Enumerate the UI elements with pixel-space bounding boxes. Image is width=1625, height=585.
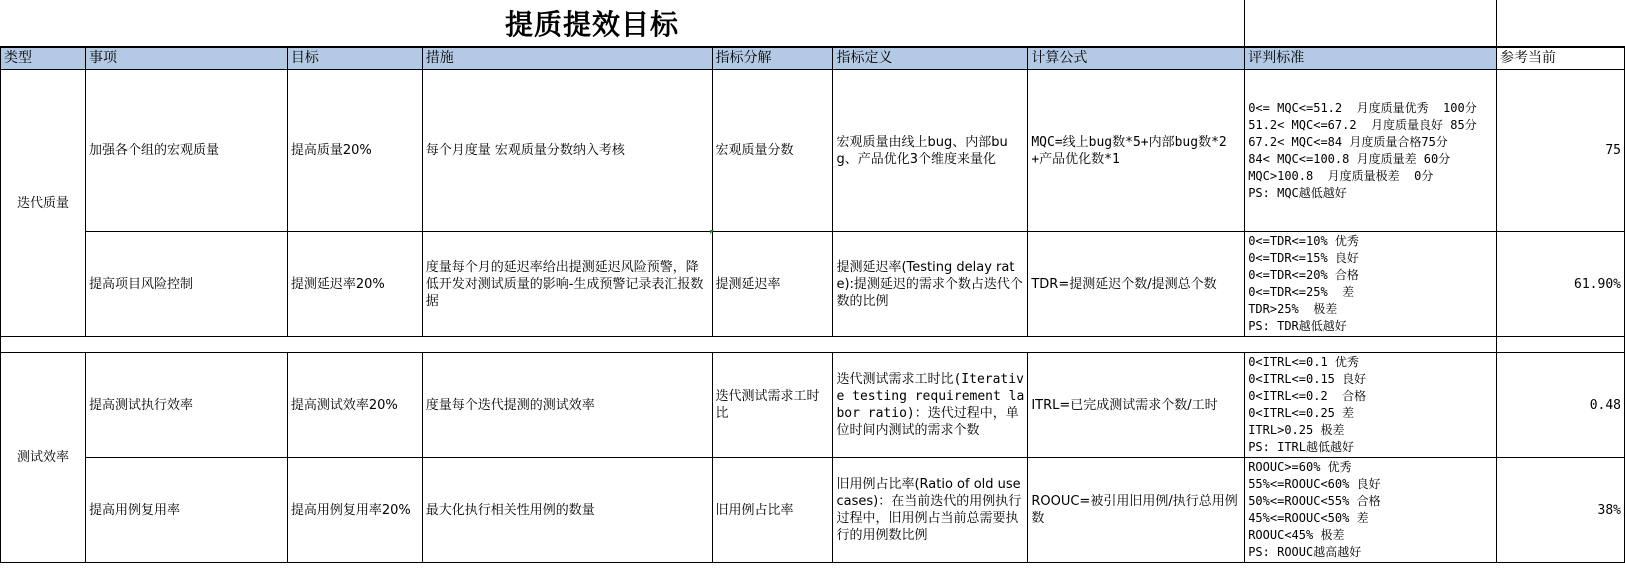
definition-cell[interactable]: 迭代测试需求工时比(Iterative testing requirement labor ratio)：迭代过程中，单位时间内测试的需求个数: [833, 353, 1028, 458]
header-goal[interactable]: 目标: [287, 48, 422, 70]
criteria-line: PS: ROOUC越高越好: [1248, 545, 1362, 559]
criteria-line: ITRL>0.25 极差: [1248, 423, 1345, 437]
criteria-cell[interactable]: [1245, 353, 1497, 458]
criteria-line: 0<=TDR<=20% 合格: [1248, 268, 1359, 282]
item-cell[interactable]: 提高测试执行效率: [85, 353, 287, 458]
criteria-line: 0<ITRL<=0.25 差: [1248, 406, 1355, 420]
type-cell[interactable]: 测试效率: [1, 353, 86, 563]
title-row: [0, 0, 1625, 47]
header-item[interactable]: 事项: [85, 48, 287, 70]
header-reference[interactable]: 参考当前: [1497, 48, 1625, 70]
criteria-line: 0<ITRL<=0.1 优秀: [1248, 355, 1359, 369]
header-measure[interactable]: 措施: [422, 48, 712, 70]
measure-cell[interactable]: 最大化执行相关性用例的数量: [422, 458, 712, 563]
criteria-line: 45%<=ROOUC<50% 差: [1248, 511, 1369, 525]
formula-cell[interactable]: ITRL=已完成测试需求个数/工时: [1028, 353, 1245, 458]
criteria-line: 55%<=ROOUC<60% 良好: [1248, 477, 1381, 491]
title-cell[interactable]: [0, 0, 1245, 47]
header-definition[interactable]: 指标定义: [833, 48, 1028, 70]
measure-cell[interactable]: 每个月度量 宏观质量分数纳入考核: [422, 70, 712, 232]
definition-cell[interactable]: 旧用例占比率(Ratio of old use cases)：在当前迭代的用例执行过程中，旧用例占当前总需要执行的用例数比例: [833, 458, 1028, 563]
criteria-cell[interactable]: [1245, 232, 1497, 337]
type-cell[interactable]: 迭代质量: [1, 70, 86, 337]
goal-cell[interactable]: 提高用例复用率20%: [287, 458, 422, 563]
reference-cell[interactable]: 61.90%: [1497, 232, 1625, 337]
formula-cell[interactable]: MQC=线上bug数*5+内部bug数*2+产品优化数*1: [1028, 70, 1245, 232]
empty-cell[interactable]: [1497, 0, 1625, 47]
criteria-line: PS: MQC越低越好: [1248, 185, 1347, 200]
header-formula[interactable]: 计算公式: [1028, 48, 1245, 70]
criteria-line: 0<= MQC<=51.2 月度质量优秀 100分: [1248, 100, 1477, 115]
criteria-line: ROOUC<45% 极差: [1248, 528, 1345, 542]
item-cell[interactable]: 提高用例复用率: [85, 458, 287, 563]
criteria-line: 51.2< MQC<=67.2 月度质量良好 85分: [1248, 117, 1477, 132]
measure-cell[interactable]: 度量每个迭代提测的测试效率: [422, 353, 712, 458]
criteria-line: PS: ITRL越低越好: [1248, 440, 1355, 454]
table-row: [1, 232, 1625, 337]
table-row: [1, 458, 1625, 563]
criteria-line: 0<=TDR<=10% 优秀: [1248, 234, 1359, 248]
goal-cell[interactable]: 提高测试效率20%: [287, 353, 422, 458]
indicator-cell[interactable]: 旧用例占比率: [712, 458, 833, 563]
header-indicator[interactable]: 指标分解: [712, 48, 833, 70]
criteria-line: 0<=TDR<=15% 良好: [1248, 251, 1359, 265]
criteria-line: 0<ITRL<=0.15 良好: [1248, 372, 1367, 386]
criteria-line: 0<=TDR<=25% 差: [1248, 285, 1355, 299]
formula-cell[interactable]: ROOUC=被引用旧用例/执行总用例数: [1028, 458, 1245, 563]
goal-cell[interactable]: 提测延迟率20%: [287, 232, 422, 337]
criteria-line: PS: TDR越低越好: [1248, 319, 1347, 333]
criteria-cell[interactable]: [1245, 70, 1497, 232]
indicator-cell[interactable]: 提测延迟率: [712, 232, 833, 337]
criteria-line: TDR>25% 极差: [1248, 302, 1338, 316]
reference-cell[interactable]: 0.48: [1497, 353, 1625, 458]
empty-cell[interactable]: [1497, 337, 1625, 353]
indicator-cell[interactable]: 宏观质量分数: [712, 70, 833, 232]
table-row: [1, 70, 1625, 232]
criteria-line: 84< MQC<=100.8 月度质量差 60分: [1248, 151, 1451, 166]
item-cell[interactable]: 提高项目风险控制: [85, 232, 287, 337]
definition-cell[interactable]: 提测延迟率(Testing delay rate):提测延迟的需求个数占迭代个数的比例: [833, 232, 1028, 337]
table-row: [1, 353, 1625, 458]
sheet-title: 提质提效目标: [504, 8, 679, 41]
goals-table: [0, 47, 1625, 563]
header-type[interactable]: 类型: [1, 48, 86, 70]
header-row: [1, 48, 1625, 70]
criteria-line: 67.2< MQC<=84 月度质量合格75分: [1248, 134, 1448, 149]
indicator-cell[interactable]: 迭代测试需求工时比: [712, 353, 833, 458]
goal-cell[interactable]: 提高质量20%: [287, 70, 422, 232]
criteria-line: ROOUC>=60% 优秀: [1248, 460, 1352, 474]
empty-cell[interactable]: [1, 337, 1497, 353]
criteria-line: 50%<=ROOUC<55% 合格: [1248, 494, 1381, 508]
criteria-cell[interactable]: [1245, 458, 1497, 563]
reference-cell[interactable]: 75: [1497, 70, 1625, 232]
empty-cell[interactable]: [1245, 0, 1497, 47]
definition-cell[interactable]: 宏观质量由线上bug、内部bug、产品优化3个维度来量化: [833, 70, 1028, 232]
header-criteria[interactable]: 评判标准: [1245, 48, 1497, 70]
reference-cell[interactable]: 38%: [1497, 458, 1625, 563]
cell-comment-indicator: [710, 230, 714, 234]
criteria-line: 0<ITRL<=0.2 合格: [1248, 389, 1367, 403]
measure-cell[interactable]: 度量每个月的延迟率给出提测延迟风险预警，降低开发对测试质量的影响-生成预警记录表汇报数据: [422, 232, 712, 337]
item-cell[interactable]: 加强各个组的宏观质量: [85, 70, 287, 232]
criteria-line: MQC>100.8 月度质量极差 0分: [1248, 168, 1434, 183]
formula-cell[interactable]: TDR=提测延迟个数/提测总个数: [1028, 232, 1245, 337]
spacer-row: [1, 337, 1625, 353]
